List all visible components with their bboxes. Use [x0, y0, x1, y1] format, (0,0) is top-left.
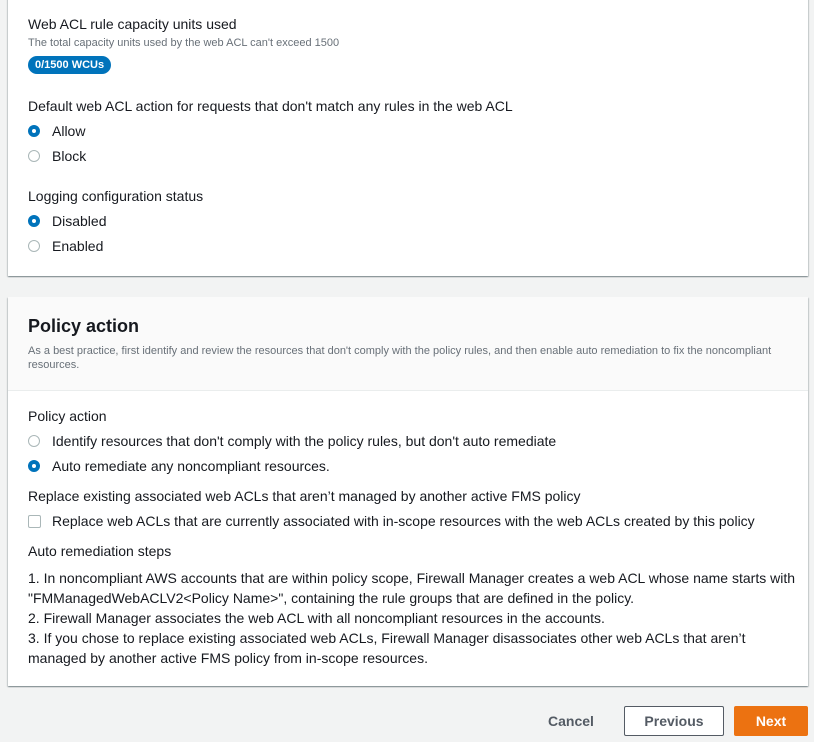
option-label: Auto remediate any noncompliant resources.: [52, 458, 330, 474]
policy-action-header: [8, 297, 808, 391]
radio-identify[interactable]: [28, 433, 556, 449]
section-title: Policy action: [28, 316, 140, 336]
radio-selected-icon: [28, 215, 40, 227]
step-1: 1. In noncompliant AWS accounts that are within policy scope, Firewall Manager creates a web ACL whose name starts with "FMManagedWebACLV2<Policy Name>", containing the rule groups that are defined in the policy.: [28, 570, 795, 606]
previous-button[interactable]: Previous: [624, 706, 724, 736]
default-action-label: Default web ACL action for requests that don't match any rules in the web ACL: [28, 98, 513, 114]
policy-action-label: Policy action: [28, 408, 107, 424]
radio-icon: [28, 435, 40, 447]
web-acl-settings-card: [8, 0, 808, 276]
option-label: Enabled: [52, 238, 104, 254]
checkbox-label: Replace web ACLs that are currently associated with in-scope resources with the web ACLs created by this policy: [52, 513, 755, 529]
step-2: 2. Firewall Manager associates the web ACL with all noncompliant resources in the accounts.: [28, 610, 605, 626]
step-3: 3. If you chose to replace existing associated web ACLs, Firewall Manager disassociates other web ACLs that aren’t managed by another active FMS policy from in-scope resources.: [28, 630, 746, 666]
option-label: Block: [52, 148, 87, 164]
option-label: Disabled: [52, 213, 107, 229]
capacity-description: The total capacity units used by the web ACL can't exceed 1500: [28, 37, 340, 49]
radio-block[interactable]: [28, 148, 86, 164]
remediation-steps: [28, 568, 798, 668]
radio-disabled[interactable]: [28, 213, 106, 229]
radio-enabled[interactable]: [28, 238, 103, 254]
replace-checkbox[interactable]: [28, 513, 755, 529]
option-label: Allow: [52, 123, 86, 139]
radio-auto-remediate[interactable]: [28, 458, 330, 474]
option-label: Identify resources that don't comply with the policy rules, but don't auto remediate: [52, 433, 557, 449]
radio-selected-icon: [28, 125, 40, 137]
cancel-button[interactable]: Cancel: [548, 713, 594, 729]
steps-label: Auto remediation steps: [28, 543, 172, 559]
next-button[interactable]: Next: [734, 706, 808, 736]
logging-label: Logging configuration status: [28, 188, 204, 204]
radio-icon: [28, 240, 40, 252]
section-description: As a best practice, first identify and review the resources that don't comply with the policy rules, and then enable auto remediation to fix the noncompliant resources.: [28, 345, 772, 371]
radio-icon: [28, 150, 40, 162]
radio-selected-icon: [28, 460, 40, 472]
replace-label: Replace existing associated web ACLs that aren’t managed by another active FMS policy: [28, 488, 581, 504]
radio-allow[interactable]: [28, 123, 85, 139]
capacity-label: Web ACL rule capacity units used: [28, 16, 237, 32]
checkbox-icon: [28, 515, 41, 528]
capacity-badge: 0/1500 WCUs: [28, 56, 111, 74]
policy-action-card: [8, 297, 808, 686]
